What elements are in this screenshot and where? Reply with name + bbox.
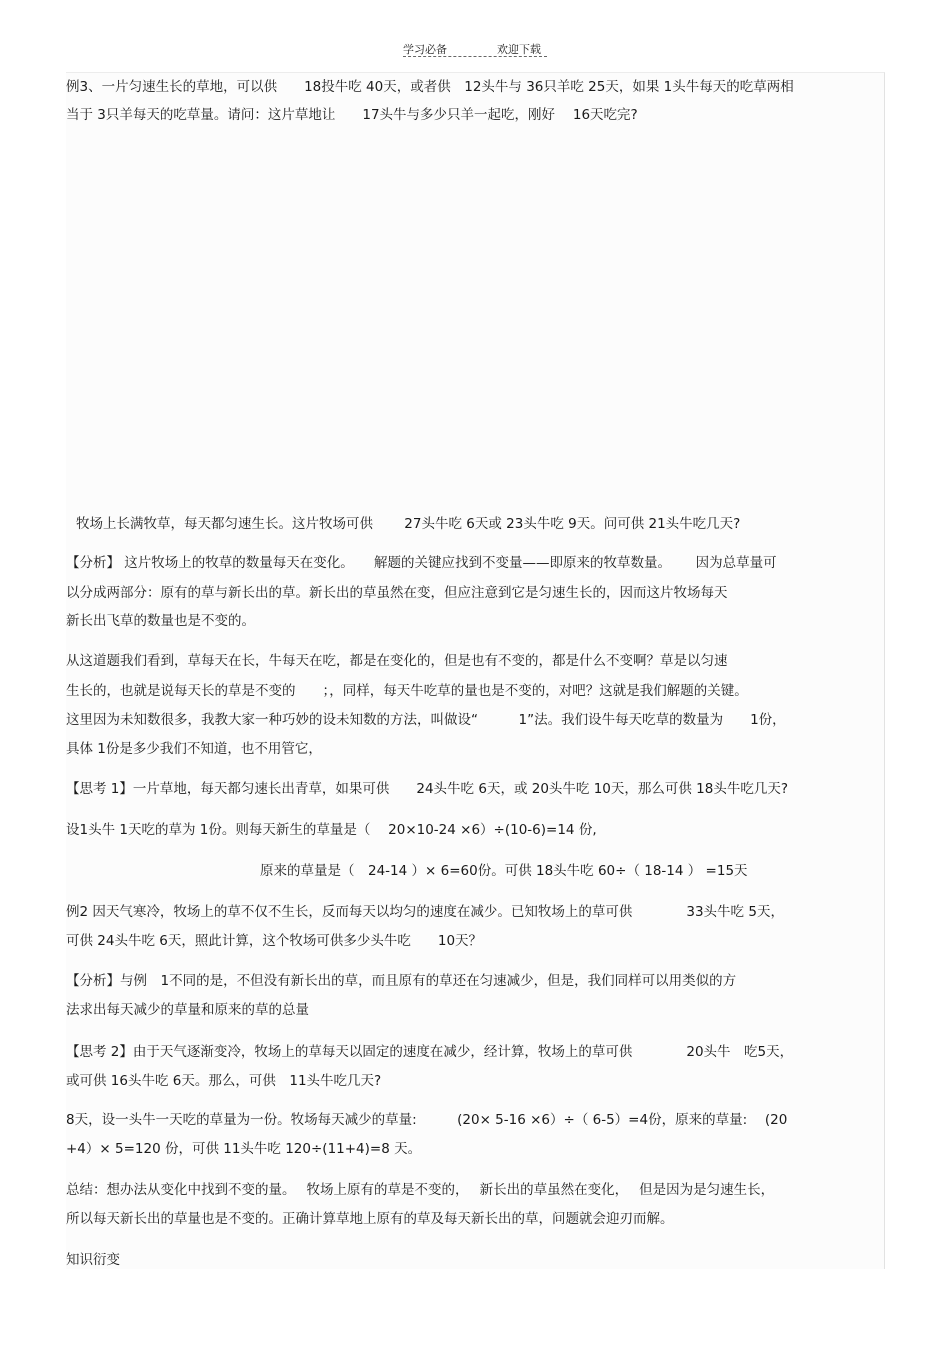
think2-line-1: 【思考 2】由于天气逐渐变冷，牧场上的草每天以固定的速度在减少，经计算，牧场上的草可供 20头牛 吃5天，: [66, 1044, 794, 1060]
explanation-line-2: 生长的，也就是说每天长的草是不变的 ；，同样，每天牛吃草的量也是不变的，对吧？这就是我们解题的关键。: [66, 683, 748, 699]
example2-line-2: 可供 24头牛吃 6天，照此计算，这个牧场可供多少头牛吃 10天？: [66, 933, 483, 949]
summary-line-2: 所以每天新长出的草量也是不变的。正确计算草地上原有的草及每天新长出的草，问题就会迎刃而解。: [66, 1211, 674, 1227]
think2-solution-1: 8天，设一头牛一天吃的草量为一份。牧场每天减少的草量: (20× 5-16 ×6）÷（ 6-5）=4份，原来的草量: (20: [66, 1112, 788, 1128]
think1-solution-1: 设1头牛 1天吃的草为 1份。则每天新生的草量是（ 20×10-24 ×6）÷(10-6)=14 份,: [66, 822, 597, 838]
page-header: [0, 38, 950, 58]
analysis1-line-1: 【分析】 这片牧场上的牧草的数量每天在变化。 解题的关键应找到不变量——即原来的牧草数量。 因为总草量可: [66, 555, 777, 571]
analysis2-line-1: 【分析】与例 1不同的是，不但没有新长出的草，而且原有的草还在匀速减少，但是，我们同样可以用类似的方: [66, 973, 737, 989]
section-heading: 知识衍变: [66, 1252, 120, 1268]
header-left-text: 学习必备: [403, 43, 447, 56]
analysis2-line-2: 法求出每天减少的草量和原来的草的总量: [66, 1002, 309, 1018]
example2-line-1: 例2 因天气寒冷，牧场上的草不仅不生长，反而每天以均匀的速度在减少。已知牧场上的草可供 33头牛吃 5天，: [66, 904, 784, 920]
explanation-line-3: 这里因为未知数很多，我教大家一种巧妙的设未知数的方法，叫做设“ 1”法。我们设牛每天吃草的数量为 1份，: [66, 712, 786, 728]
summary-line-1: 总结：想办法从变化中找到不变的量。 牧场上原有的草是不变的， 新长出的草虽然在变化， 但是因为是匀速生长，: [66, 1182, 775, 1198]
example1-question: 牧场上长满牧草，每天都匀速生长。这片牧场可供 27头牛吃 6天或 23头牛吃 9天。问可供 21头牛吃几天?: [76, 516, 741, 532]
explanation-line-4: 具体 1份是多少我们不知道，也不用管它，: [66, 741, 322, 757]
think1-question: 【思考 1】一片草地，每天都匀速长出青草，如果可供 24头牛吃 6天，或 20头牛吃 10天，那么可供 18头牛吃几天?: [66, 781, 789, 797]
explanation-line-1: 从这道题我们看到，草每天在长，牛每天在吃，都是在变化的，但是也有不变的，都是什么不变啊？草是以匀速: [66, 653, 728, 669]
think2-solution-2: +4）× 5=120 份，可供 11头牛吃 120÷(11+4)=8 天。: [66, 1141, 422, 1157]
think1-solution-2: 原来的草量是（ 24-14 ）× 6=60份。可供 18头牛吃 60÷（ 18-14 ） =15天: [260, 863, 748, 879]
header-right-text: 欢迎下载: [497, 43, 541, 56]
example3-line-2: 当于 3只羊每天的吃草量。请问：这片草地让 17头牛与多少只羊一起吃，刚好 16天吃完?: [66, 107, 638, 123]
header-underline: [403, 56, 547, 57]
analysis1-line-2: 以分成两部分：原有的草与新长出的草。新长出的草虽然在变，但应注意到它是匀速生长的，因而这片牧场每天: [66, 585, 728, 601]
think2-line-2: 或可供 16头牛吃 6天。那么，可供 11头牛吃几天?: [66, 1073, 382, 1089]
example3-line-1: 例3、一片匀速生长的草地，可以供 18投牛吃 40天，或者供 12头牛与 36只羊吃 25天，如果 1头牛每天的吃草两相: [66, 79, 794, 95]
analysis1-line-3: 新长出飞草的数量也是不变的。: [66, 613, 255, 629]
